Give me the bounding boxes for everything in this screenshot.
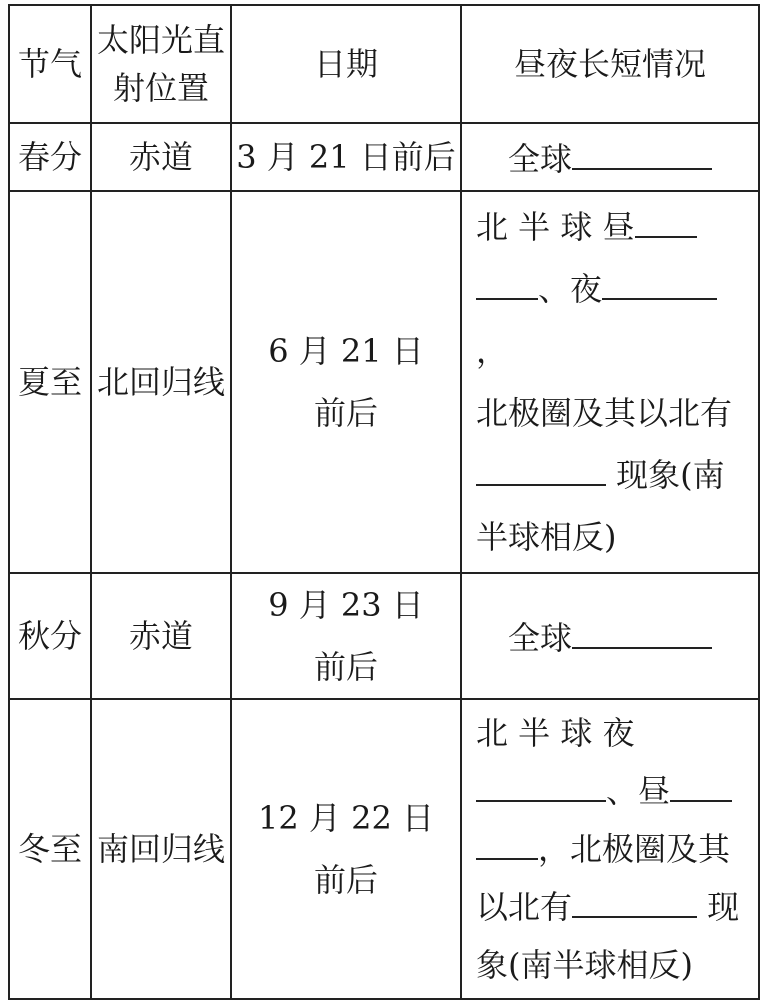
position-cell: 赤道	[91, 573, 231, 699]
position-cell: 赤道	[91, 123, 231, 191]
desc-cell	[461, 573, 759, 699]
header-position-line1: 太阳光直	[96, 21, 225, 59]
table-row-autumn-equinox	[9, 573, 759, 699]
header-position	[91, 5, 231, 123]
desc-part: 现	[707, 888, 740, 926]
desc-part: 半球相反)	[476, 518, 617, 556]
term-cell: 秋分	[9, 573, 91, 699]
header-position-line2: 射位置	[112, 69, 209, 107]
date-line2: 前后	[313, 394, 378, 432]
header-row	[9, 5, 759, 123]
desc-part: 北 半 球 昼	[476, 208, 635, 246]
desc-part: 北极圈及其以北有	[476, 394, 733, 432]
answer-blank[interactable]	[476, 826, 538, 860]
header-term: 节气	[9, 5, 91, 123]
date-cell	[231, 699, 461, 999]
desc-cell	[461, 123, 759, 191]
term-cell: 夏至	[9, 191, 91, 573]
desc-prefix: 全球	[507, 139, 572, 178]
term-cell: 春分	[9, 123, 91, 191]
desc-part: ，北极圈及其	[538, 830, 731, 868]
table-row-summer-solstice	[9, 191, 759, 573]
desc-cell	[461, 699, 759, 999]
term-cell: 冬至	[9, 699, 91, 999]
answer-blank[interactable]	[572, 884, 697, 918]
desc-part: 象(南半球相反)	[476, 946, 693, 984]
position-cell: 北回归线	[91, 191, 231, 573]
header-day-night: 昼夜长短情况	[461, 5, 759, 123]
position-cell: 南回归线	[91, 699, 231, 999]
table-row-winter-solstice	[9, 699, 759, 999]
date-cell	[231, 573, 461, 699]
date-cell	[231, 191, 461, 573]
desc-part: 、夜	[538, 270, 603, 308]
desc-part: 北 半 球 夜	[476, 714, 635, 752]
header-date: 日期	[231, 5, 461, 123]
answer-blank[interactable]	[476, 452, 606, 486]
date-line2: 前后	[313, 648, 378, 686]
date-line1: 6 月 21 日	[268, 332, 424, 370]
answer-blank[interactable]	[635, 204, 697, 238]
desc-prefix: 全球	[507, 618, 572, 657]
date-line1: 12 月 22 日	[258, 799, 434, 837]
desc-part: 现象(南	[616, 456, 725, 494]
date-line1: 9 月 23 日	[268, 586, 424, 624]
answer-blank[interactable]	[476, 266, 538, 300]
date-line2: 前后	[313, 861, 378, 899]
desc-part: 、昼	[606, 772, 671, 810]
answer-blank[interactable]	[572, 615, 712, 649]
answer-blank[interactable]	[476, 768, 606, 802]
date-cell: 3 月 21 日前后	[231, 123, 461, 191]
desc-cell	[461, 191, 759, 573]
answer-blank[interactable]	[572, 136, 712, 170]
desc-part: 以北有	[476, 888, 573, 926]
desc-part: ，	[476, 332, 509, 370]
solar-terms-table	[8, 4, 760, 1000]
answer-blank[interactable]	[602, 266, 717, 300]
answer-blank[interactable]	[670, 768, 732, 802]
table-row-spring-equinox	[9, 123, 759, 191]
